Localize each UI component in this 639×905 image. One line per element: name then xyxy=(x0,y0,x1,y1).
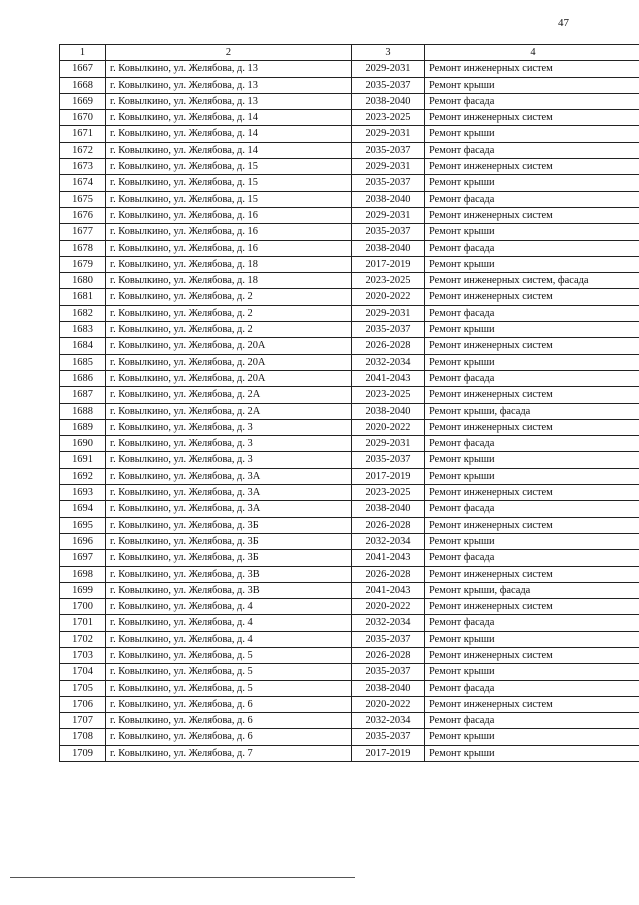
row-number-cell: 1667 xyxy=(60,61,106,77)
address-cell: г. Ковылкино, ул. Желябова, д. 5 xyxy=(106,664,352,680)
table-row xyxy=(60,680,639,696)
work-type-cell: Ремонт инженерных систем xyxy=(425,207,639,223)
address-cell: г. Ковылкино, ул. Желябова, д. 6 xyxy=(106,696,352,712)
row-number-cell: 1674 xyxy=(60,175,106,191)
column-header: 1 xyxy=(60,45,106,61)
work-type-cell: Ремонт крыши xyxy=(425,126,639,142)
work-type-cell: Ремонт крыши xyxy=(425,354,639,370)
period-cell: 2032-2034 xyxy=(352,713,425,729)
address-cell: г. Ковылкино, ул. Желябова, д. 3А xyxy=(106,485,352,501)
row-number-cell: 1687 xyxy=(60,387,106,403)
row-number-cell: 1685 xyxy=(60,354,106,370)
table-row xyxy=(60,77,639,93)
address-cell: г. Ковылкино, ул. Желябова, д. 3В xyxy=(106,566,352,582)
table-row xyxy=(60,631,639,647)
address-cell: г. Ковылкино, ул. Желябова, д. 3 xyxy=(106,436,352,452)
period-cell: 2026-2028 xyxy=(352,517,425,533)
column-header: 4 xyxy=(425,45,639,61)
row-number-cell: 1677 xyxy=(60,224,106,240)
address-cell: г. Ковылкино, ул. Желябова, д. 3Б xyxy=(106,550,352,566)
table-row xyxy=(60,207,639,223)
period-cell: 2035-2037 xyxy=(352,142,425,158)
address-cell: г. Ковылкино, ул. Желябова, д. 2 xyxy=(106,305,352,321)
work-type-cell: Ремонт фасада xyxy=(425,142,639,158)
work-type-cell: Ремонт фасада xyxy=(425,370,639,386)
column-header: 3 xyxy=(352,45,425,61)
period-cell: 2017-2019 xyxy=(352,745,425,761)
table-row xyxy=(60,419,639,435)
period-cell: 2023-2025 xyxy=(352,387,425,403)
work-type-cell: Ремонт инженерных систем xyxy=(425,338,639,354)
table-body xyxy=(60,61,639,762)
address-cell: г. Ковылкино, ул. Желябова, д. 13 xyxy=(106,77,352,93)
period-cell: 2032-2034 xyxy=(352,533,425,549)
row-number-cell: 1706 xyxy=(60,696,106,712)
period-cell: 2041-2043 xyxy=(352,550,425,566)
table-row xyxy=(60,582,639,598)
period-cell: 2038-2040 xyxy=(352,240,425,256)
period-cell: 2017-2019 xyxy=(352,256,425,272)
address-cell: г. Ковылкино, ул. Желябова, д. 3В xyxy=(106,582,352,598)
period-cell: 2017-2019 xyxy=(352,468,425,484)
work-type-cell: Ремонт фасада xyxy=(425,93,639,109)
row-number-cell: 1682 xyxy=(60,305,106,321)
work-type-cell: Ремонт крыши xyxy=(425,631,639,647)
work-type-cell: Ремонт инженерных систем xyxy=(425,599,639,615)
row-number-cell: 1707 xyxy=(60,713,106,729)
table-row xyxy=(60,517,639,533)
work-type-cell: Ремонт крыши xyxy=(425,468,639,484)
address-cell: г. Ковылкино, ул. Желябова, д. 3А xyxy=(106,501,352,517)
period-cell: 2029-2031 xyxy=(352,126,425,142)
period-cell: 2038-2040 xyxy=(352,191,425,207)
work-type-cell: Ремонт фасада xyxy=(425,501,639,517)
work-type-cell: Ремонт фасада xyxy=(425,305,639,321)
period-cell: 2029-2031 xyxy=(352,207,425,223)
row-number-cell: 1683 xyxy=(60,322,106,338)
table-header-row xyxy=(60,45,639,61)
row-number-cell: 1705 xyxy=(60,680,106,696)
period-cell: 2035-2037 xyxy=(352,452,425,468)
work-type-cell: Ремонт фасада xyxy=(425,436,639,452)
work-type-cell: Ремонт инженерных систем xyxy=(425,485,639,501)
address-cell: г. Ковылкино, ул. Желябова, д. 4 xyxy=(106,599,352,615)
work-type-cell: Ремонт инженерных систем xyxy=(425,110,639,126)
table-row xyxy=(60,142,639,158)
row-number-cell: 1709 xyxy=(60,745,106,761)
row-number-cell: 1695 xyxy=(60,517,106,533)
row-number-cell: 1693 xyxy=(60,485,106,501)
table-row xyxy=(60,354,639,370)
table-row xyxy=(60,305,639,321)
work-type-cell: Ремонт инженерных систем xyxy=(425,696,639,712)
table-row xyxy=(60,256,639,272)
address-cell: г. Ковылкино, ул. Желябова, д. 16 xyxy=(106,224,352,240)
table-row xyxy=(60,550,639,566)
period-cell: 2026-2028 xyxy=(352,647,425,663)
address-cell: г. Ковылкино, ул. Желябова, д. 20А xyxy=(106,354,352,370)
table-row xyxy=(60,387,639,403)
address-cell: г. Ковылкино, ул. Желябова, д. 3 xyxy=(106,452,352,468)
address-cell: г. Ковылкино, ул. Желябова, д. 13 xyxy=(106,93,352,109)
work-type-cell: Ремонт крыши xyxy=(425,664,639,680)
work-type-cell: Ремонт крыши xyxy=(425,745,639,761)
table-row xyxy=(60,370,639,386)
table-row xyxy=(60,745,639,761)
period-cell: 2038-2040 xyxy=(352,680,425,696)
table-row xyxy=(60,485,639,501)
table-row xyxy=(60,224,639,240)
address-cell: г. Ковылкино, ул. Желябова, д. 3А xyxy=(106,468,352,484)
work-type-cell: Ремонт фасада xyxy=(425,550,639,566)
period-cell: 2020-2022 xyxy=(352,599,425,615)
row-number-cell: 1678 xyxy=(60,240,106,256)
work-type-cell: Ремонт инженерных систем xyxy=(425,289,639,305)
row-number-cell: 1672 xyxy=(60,142,106,158)
address-cell: г. Ковылкино, ул. Желябова, д. 6 xyxy=(106,729,352,745)
table-row xyxy=(60,403,639,419)
period-cell: 2035-2037 xyxy=(352,77,425,93)
row-number-cell: 1703 xyxy=(60,647,106,663)
address-cell: г. Ковылкино, ул. Желябова, д. 6 xyxy=(106,713,352,729)
row-number-cell: 1694 xyxy=(60,501,106,517)
row-number-cell: 1684 xyxy=(60,338,106,354)
table-row xyxy=(60,191,639,207)
address-cell: г. Ковылкино, ул. Желябова, д. 4 xyxy=(106,615,352,631)
work-type-cell: Ремонт крыши xyxy=(425,452,639,468)
address-cell: г. Ковылкино, ул. Желябова, д. 18 xyxy=(106,256,352,272)
row-number-cell: 1691 xyxy=(60,452,106,468)
table-row xyxy=(60,289,639,305)
address-cell: г. Ковылкино, ул. Желябова, д. 5 xyxy=(106,647,352,663)
row-number-cell: 1680 xyxy=(60,273,106,289)
address-cell: г. Ковылкино, ул. Желябова, д. 3Б xyxy=(106,517,352,533)
table-row xyxy=(60,452,639,468)
work-type-cell: Ремонт инженерных систем xyxy=(425,61,639,77)
period-cell: 2038-2040 xyxy=(352,403,425,419)
table-row xyxy=(60,664,639,680)
work-type-cell: Ремонт крыши xyxy=(425,175,639,191)
address-cell: г. Ковылкино, ул. Желябова, д. 14 xyxy=(106,126,352,142)
address-cell: г. Ковылкино, ул. Желябова, д. 5 xyxy=(106,680,352,696)
work-type-cell: Ремонт крыши xyxy=(425,322,639,338)
table-row xyxy=(60,729,639,745)
address-cell: г. Ковылкино, ул. Желябова, д. 14 xyxy=(106,110,352,126)
row-number-cell: 1698 xyxy=(60,566,106,582)
period-cell: 2035-2037 xyxy=(352,729,425,745)
row-number-cell: 1701 xyxy=(60,615,106,631)
table-row xyxy=(60,322,639,338)
row-number-cell: 1704 xyxy=(60,664,106,680)
row-number-cell: 1702 xyxy=(60,631,106,647)
address-cell: г. Ковылкино, ул. Желябова, д. 15 xyxy=(106,175,352,191)
address-cell: г. Ковылкино, ул. Желябова, д. 16 xyxy=(106,207,352,223)
table-row xyxy=(60,696,639,712)
row-number-cell: 1688 xyxy=(60,403,106,419)
table-row xyxy=(60,436,639,452)
address-cell: г. Ковылкино, ул. Желябова, д. 2 xyxy=(106,322,352,338)
work-type-cell: Ремонт инженерных систем xyxy=(425,387,639,403)
row-number-cell: 1697 xyxy=(60,550,106,566)
work-type-cell: Ремонт крыши, фасада xyxy=(425,582,639,598)
period-cell: 2035-2037 xyxy=(352,664,425,680)
row-number-cell: 1699 xyxy=(60,582,106,598)
row-number-cell: 1690 xyxy=(60,436,106,452)
period-cell: 2020-2022 xyxy=(352,289,425,305)
address-cell: г. Ковылкино, ул. Желябова, д. 20А xyxy=(106,370,352,386)
table-row xyxy=(60,599,639,615)
row-number-cell: 1696 xyxy=(60,533,106,549)
work-type-cell: Ремонт фасада xyxy=(425,680,639,696)
row-number-cell: 1700 xyxy=(60,599,106,615)
table-row xyxy=(60,647,639,663)
address-cell: г. Ковылкино, ул. Желябова, д. 2 xyxy=(106,289,352,305)
work-type-cell: Ремонт инженерных систем xyxy=(425,419,639,435)
work-type-cell: Ремонт инженерных систем, фасада xyxy=(425,273,639,289)
work-type-cell: Ремонт фасада xyxy=(425,240,639,256)
address-cell: г. Ковылкино, ул. Желябова, д. 3Б xyxy=(106,533,352,549)
address-cell: г. Ковылкино, ул. Желябова, д. 15 xyxy=(106,159,352,175)
row-number-cell: 1671 xyxy=(60,126,106,142)
address-cell: г. Ковылкино, ул. Желябова, д. 20А xyxy=(106,338,352,354)
period-cell: 2032-2034 xyxy=(352,354,425,370)
address-cell: г. Ковылкино, ул. Желябова, д. 7 xyxy=(106,745,352,761)
row-number-cell: 1681 xyxy=(60,289,106,305)
period-cell: 2020-2022 xyxy=(352,696,425,712)
row-number-cell: 1668 xyxy=(60,77,106,93)
address-cell: г. Ковылкино, ул. Желябова, д. 15 xyxy=(106,191,352,207)
table-row xyxy=(60,126,639,142)
row-number-cell: 1670 xyxy=(60,110,106,126)
table-row xyxy=(60,533,639,549)
row-number-cell: 1692 xyxy=(60,468,106,484)
work-type-cell: Ремонт крыши xyxy=(425,256,639,272)
period-cell: 2035-2037 xyxy=(352,224,425,240)
table-row xyxy=(60,501,639,517)
period-cell: 2035-2037 xyxy=(352,322,425,338)
period-cell: 2020-2022 xyxy=(352,419,425,435)
period-cell: 2032-2034 xyxy=(352,615,425,631)
table-row xyxy=(60,338,639,354)
row-number-cell: 1675 xyxy=(60,191,106,207)
period-cell: 2029-2031 xyxy=(352,305,425,321)
work-type-cell: Ремонт крыши xyxy=(425,533,639,549)
work-type-cell: Ремонт инженерных систем xyxy=(425,159,639,175)
period-cell: 2023-2025 xyxy=(352,110,425,126)
table-row xyxy=(60,61,639,77)
period-cell: 2029-2031 xyxy=(352,61,425,77)
period-cell: 2026-2028 xyxy=(352,338,425,354)
row-number-cell: 1708 xyxy=(60,729,106,745)
work-type-cell: Ремонт фасада xyxy=(425,191,639,207)
address-cell: г. Ковылкино, ул. Желябова, д. 2А xyxy=(106,387,352,403)
address-cell: г. Ковылкино, ул. Желябова, д. 14 xyxy=(106,142,352,158)
address-cell: г. Ковылкино, ул. Желябова, д. 16 xyxy=(106,240,352,256)
row-number-cell: 1689 xyxy=(60,419,106,435)
address-cell: г. Ковылкино, ул. Желябова, д. 4 xyxy=(106,631,352,647)
work-type-cell: Ремонт крыши, фасада xyxy=(425,403,639,419)
work-type-cell: Ремонт фасада xyxy=(425,713,639,729)
period-cell: 2035-2037 xyxy=(352,175,425,191)
work-type-cell: Ремонт инженерных систем xyxy=(425,566,639,582)
period-cell: 2041-2043 xyxy=(352,370,425,386)
row-number-cell: 1669 xyxy=(60,93,106,109)
work-type-cell: Ремонт крыши xyxy=(425,77,639,93)
period-cell: 2035-2037 xyxy=(352,631,425,647)
work-type-cell: Ремонт инженерных систем xyxy=(425,647,639,663)
table-row xyxy=(60,159,639,175)
work-type-cell: Ремонт инженерных систем xyxy=(425,517,639,533)
work-type-cell: Ремонт крыши xyxy=(425,729,639,745)
work-type-cell: Ремонт крыши xyxy=(425,224,639,240)
table-row xyxy=(60,240,639,256)
period-cell: 2038-2040 xyxy=(352,501,425,517)
table-row xyxy=(60,566,639,582)
page-number: 47 xyxy=(558,17,569,29)
period-cell: 2026-2028 xyxy=(352,566,425,582)
table-row xyxy=(60,93,639,109)
row-number-cell: 1686 xyxy=(60,370,106,386)
address-cell: г. Ковылкино, ул. Желябова, д. 2А xyxy=(106,403,352,419)
period-cell: 2023-2025 xyxy=(352,485,425,501)
address-cell: г. Ковылкино, ул. Желябова, д. 13 xyxy=(106,61,352,77)
row-number-cell: 1676 xyxy=(60,207,106,223)
row-number-cell: 1673 xyxy=(60,159,106,175)
bottom-rule xyxy=(10,877,355,878)
repair-schedule-table xyxy=(59,44,639,762)
period-cell: 2038-2040 xyxy=(352,93,425,109)
table-row xyxy=(60,713,639,729)
table-row xyxy=(60,615,639,631)
column-header: 2 xyxy=(106,45,352,61)
period-cell: 2029-2031 xyxy=(352,159,425,175)
period-cell: 2041-2043 xyxy=(352,582,425,598)
period-cell: 2023-2025 xyxy=(352,273,425,289)
period-cell: 2029-2031 xyxy=(352,436,425,452)
table-row xyxy=(60,468,639,484)
table-row xyxy=(60,273,639,289)
table-row xyxy=(60,110,639,126)
row-number-cell: 1679 xyxy=(60,256,106,272)
table-row xyxy=(60,175,639,191)
work-type-cell: Ремонт фасада xyxy=(425,615,639,631)
address-cell: г. Ковылкино, ул. Желябова, д. 18 xyxy=(106,273,352,289)
address-cell: г. Ковылкино, ул. Желябова, д. 3 xyxy=(106,419,352,435)
